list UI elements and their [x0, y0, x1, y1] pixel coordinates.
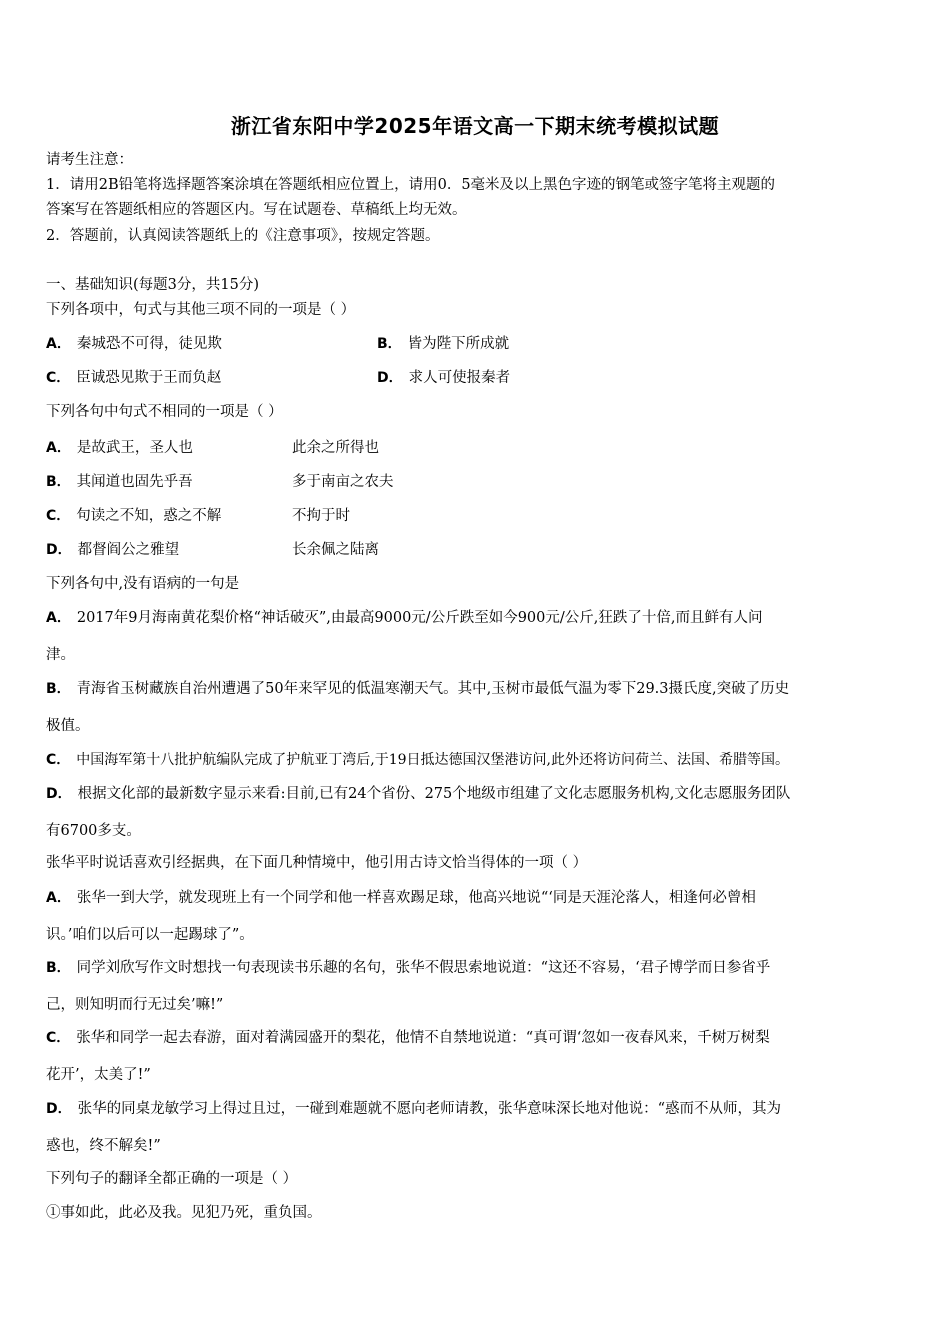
q1-stem: 下列各项中，句式与其他三项不同的一项是（ ） [46, 302, 356, 318]
notice-line-1a: 1．请用2B铅笔将选择题答案涂填在答题纸相应位置上，请用0．5毫米及以上黑色字迹的钢笔或签字笔将主观题的 [46, 177, 776, 193]
option-label: A． [46, 336, 71, 352]
q4-option-b-line2: 己，则知明而行无过矣’嘛!” [46, 997, 224, 1013]
option-label: D． [46, 542, 72, 558]
q3-option-b-line1 [46, 679, 789, 699]
q4-option-b-line1 [46, 958, 770, 978]
notice-heading: 请考生注意： [46, 152, 133, 168]
option-label: B． [46, 960, 71, 976]
option-text: 臣诚恐见欺于王而负赵 [76, 370, 222, 386]
option-text: 求人可使报秦者 [408, 370, 511, 386]
q2-stem: 下列各句中句式不相同的一项是（ ） [46, 404, 283, 420]
q4-option-d-line1 [46, 1099, 781, 1119]
option-text: 皆为陛下所成就 [407, 336, 510, 352]
option-text: 中国海军第十八批护航编队完成了护航亚丁湾后,于19日抵达德国汉堡港访问,此外还将访问荷兰、法国、希腊等国。 [76, 752, 789, 768]
option-text: 根据文化部的最新数字显示来看:目前,已有24个省份、275个地级市组建了文化志愿服务机构,文化志愿服务团队 [77, 786, 791, 802]
option-label: D． [46, 1101, 72, 1117]
q2-option-b [46, 472, 193, 492]
option-label: A． [46, 610, 71, 626]
q1-option-c [46, 368, 221, 388]
option-text: 是故武王，圣人也 [76, 440, 193, 456]
option-label: A． [46, 890, 71, 906]
q3-option-d-line1 [46, 784, 790, 804]
q3-option-a-line1 [46, 608, 762, 628]
q3-option-d-line2: 有6700多支。 [46, 823, 141, 839]
option-text: 同学刘欣写作文时想找一句表现读书乐趣的名句，张华不假思索地说道：“这还不容易，‘君子博学而日参省乎 [76, 960, 771, 976]
q4-option-c-line2: 花开’，太美了!” [46, 1067, 151, 1083]
option-label: A． [46, 440, 71, 456]
q4-option-d-line2: 惑也，终不解矣!” [46, 1138, 161, 1154]
notice-line-1b: 答案写在答题纸相应的答题区内。写在试题卷、草稿纸上均无效。 [46, 202, 467, 218]
page-title: 浙江省东阳中学2025年语文高一下期末统考模拟试题 [230, 114, 720, 138]
q1-option-a [46, 334, 222, 354]
q1-option-b [377, 334, 509, 354]
option-text: 其闻道也固先乎吾 [76, 474, 193, 490]
q2-option-c [46, 506, 221, 526]
q2-option-a [46, 438, 193, 458]
q3-option-a-line2: 津。 [46, 647, 75, 663]
option-label: D． [377, 370, 403, 386]
option-label: C． [46, 508, 71, 524]
q3-stem: 下列各句中,没有语病的一句是 [46, 576, 240, 592]
option-label: C． [46, 1030, 71, 1046]
q4-option-a-line1 [46, 888, 756, 908]
q5-sentence-1: ①事如此，此必及我。见犯乃死，重负国。 [46, 1205, 322, 1221]
q1-option-d [377, 368, 510, 388]
option-label: C． [46, 370, 71, 386]
notice-line-2: 2．答题前，认真阅读答题纸上的《注意事项》，按规定答题。 [46, 228, 440, 244]
option-text: 都督阎公之雅望 [77, 542, 180, 558]
q3-option-c-line1 [46, 750, 789, 770]
option-label: C． [46, 752, 71, 768]
option-text: 青海省玉树藏族自治州遭遇了50年来罕见的低温寒潮天气。其中,玉树市最低气温为零下29.3摄氏度,突破了历史 [76, 681, 790, 697]
option-label: B． [46, 681, 71, 697]
option-text: 张华的同桌龙敏学习上得过且过，一碰到难题就不愿向老师请教，张华意味深长地对他说：“惑而不从师，其为 [77, 1101, 782, 1117]
q2-option-a-2: 此余之所得也 [292, 440, 379, 456]
option-text: 秦城恐不可得，徒见欺 [76, 336, 222, 352]
option-label: B． [46, 474, 71, 490]
q5-stem: 下列句子的翻译全都正确的一项是（ ） [46, 1171, 298, 1187]
q2-option-d-2: 长余佩之陆离 [292, 542, 379, 558]
option-text: 句读之不知，惑之不解 [76, 508, 222, 524]
q4-option-a-line2: 识。’咱们以后可以一起踢球了”。 [46, 927, 254, 943]
q4-option-c-line1 [46, 1028, 770, 1048]
section-heading: 一、基础知识(每题3分，共15分) [46, 277, 259, 293]
option-label: B． [377, 336, 402, 352]
q2-option-c-2: 不拘于时 [292, 508, 350, 524]
option-text: 张华一到大学，就发现班上有一个同学和他一样喜欢踢足球，他高兴地说“‘同是天涯沦落人，相逢何必曾相 [76, 890, 756, 906]
q2-option-d [46, 540, 179, 560]
q3-option-b-line2: 极值。 [46, 718, 90, 734]
q4-stem: 张华平时说话喜欢引经据典，在下面几种情境中，他引用古诗文恰当得体的一项（ ） [46, 855, 588, 871]
option-text: 张华和同学一起去春游，面对着满园盛开的梨花，他情不自禁地说道：“真可谓‘忽如一夜春风来，千树万树梨 [76, 1030, 770, 1046]
option-label: D． [46, 786, 72, 802]
option-text: 2017年9月海南黄花梨价格“神话破灭”,由最高9000元/公斤跌至如今900元/公斤,狂跌了十倍,而且鲜有人问 [76, 610, 763, 626]
q2-option-b-2: 多于南亩之农夫 [292, 474, 394, 490]
